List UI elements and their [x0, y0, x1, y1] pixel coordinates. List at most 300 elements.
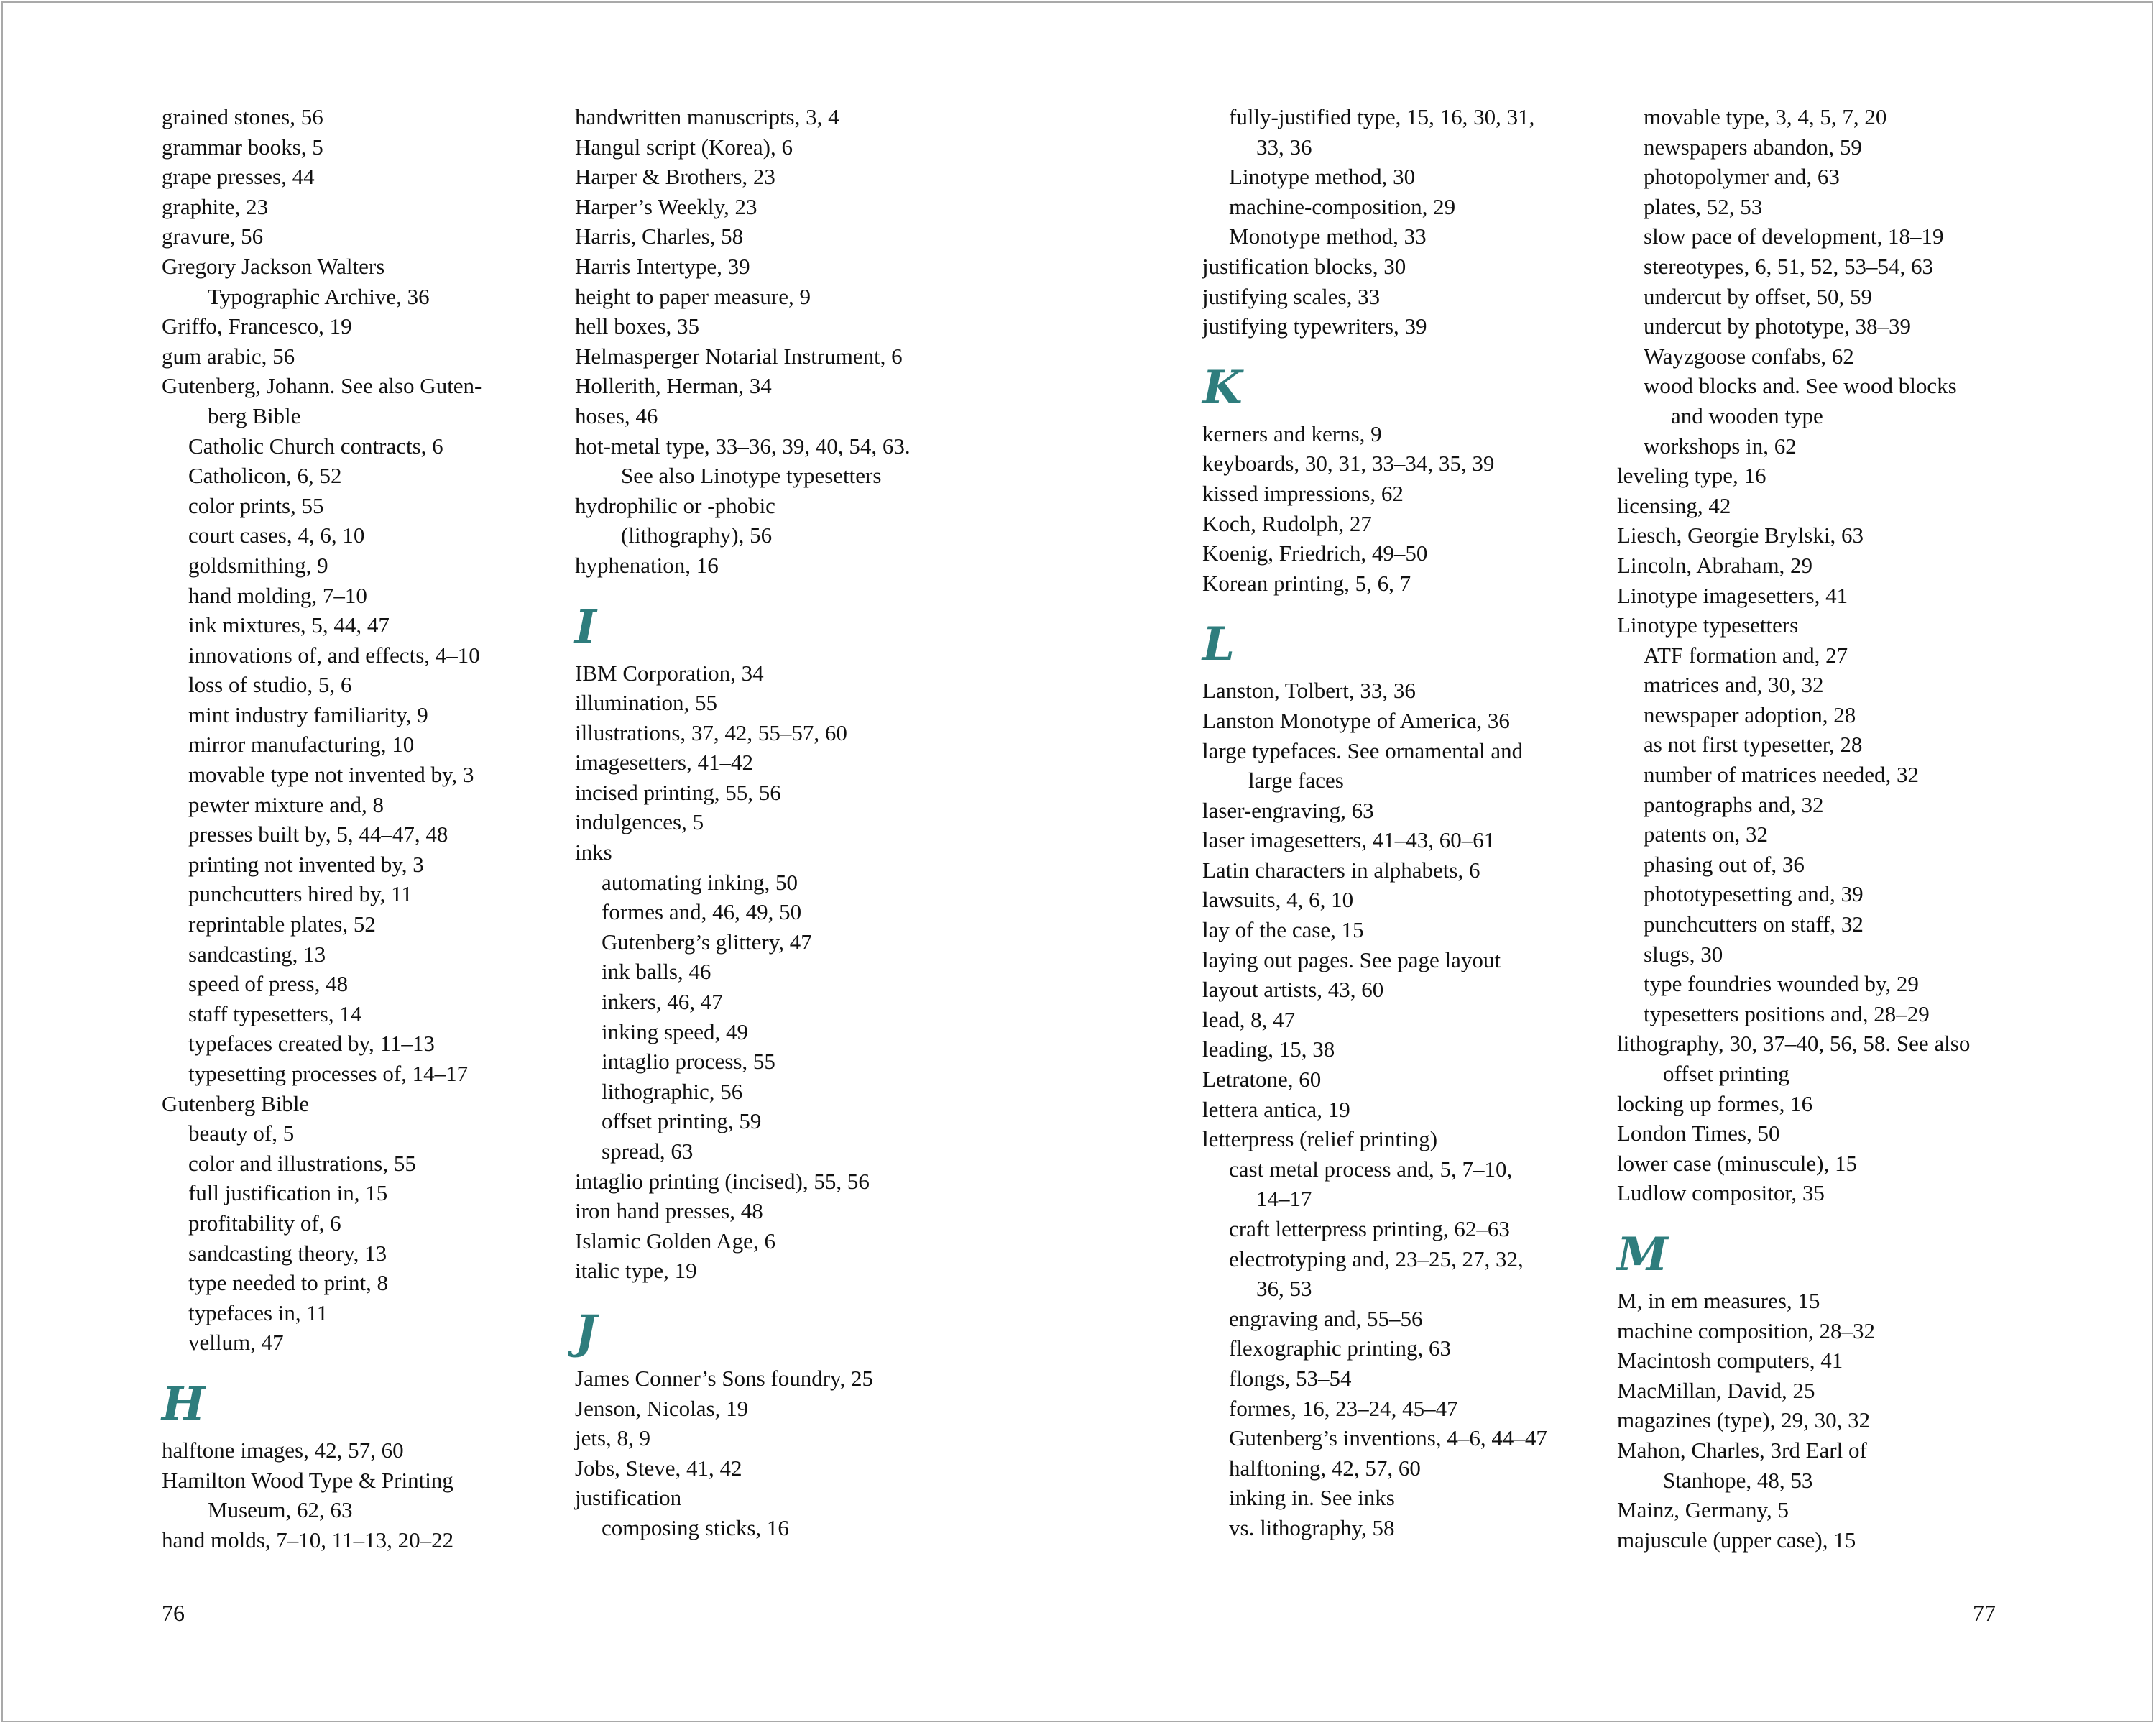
entry-text: newspapers abandon, 59: [1644, 134, 1862, 160]
index-entry: [575, 1226, 977, 1256]
index-subentry: [162, 850, 564, 880]
index-entry: [1202, 676, 1605, 706]
index-subentry: [1617, 341, 2019, 372]
entry-text: court cases, 4, 6, 10: [188, 523, 365, 548]
index-subentry: [1202, 162, 1605, 192]
index-entry: [162, 311, 564, 341]
entry-text: number of matrices needed, 32: [1644, 762, 1920, 788]
index-subentry: [1617, 730, 2019, 760]
entry-text: newspaper adoption, 28: [1644, 702, 1856, 727]
entry-text: inkers, 46, 47: [602, 989, 723, 1015]
index-subentry: [1202, 102, 1605, 162]
section-letter-i: I: [575, 599, 596, 654]
entry-continuation: (lithography), 56: [621, 523, 773, 548]
index-entry: [162, 162, 564, 192]
entry-text: illumination, 55: [575, 690, 718, 716]
entry-text: Letratone, 60: [1202, 1067, 1322, 1092]
index-entry: [1202, 1064, 1605, 1095]
entry-text: Gutenberg, Johann. See also Guten-: [162, 373, 482, 399]
index-entry: [575, 551, 977, 581]
index-entry: [1617, 1435, 2019, 1495]
entry-continuation: offset printing: [1663, 1061, 1789, 1086]
entry-text: leveling type, 16: [1617, 463, 1766, 489]
entry-continuation: and wooden type: [1671, 402, 1823, 428]
entry-text: Gutenberg Bible: [162, 1090, 310, 1116]
entry-text: slow pace of development, 18–19: [1644, 224, 1944, 249]
entry-text: licensing, 42: [1617, 492, 1731, 518]
index-entry: [575, 837, 977, 868]
entry-text: spread, 63: [602, 1138, 694, 1164]
index-entry: [575, 371, 977, 401]
index-subentry: [1617, 431, 2019, 461]
index-subentry: [1202, 1453, 1605, 1484]
index-subentry: [1617, 311, 2019, 341]
index-entry: [1617, 1405, 2019, 1435]
entry-text: inking in. See inks: [1229, 1485, 1395, 1511]
index-subentry: [1617, 909, 2019, 939]
index-entry: [1617, 520, 2019, 551]
entry-text: majuscule (upper case), 15: [1617, 1527, 1856, 1552]
index-subentry: [162, 909, 564, 939]
index-subentry: [1617, 192, 2019, 222]
index-subentry: [162, 1328, 564, 1358]
entry-text: hoses, 46: [575, 402, 658, 428]
index-subentry: [1617, 700, 2019, 730]
index-entry: [1202, 855, 1605, 886]
index-subentry: [162, 551, 564, 581]
entry-text: plates, 52, 53: [1644, 193, 1763, 219]
entry-text: vs. lithography, 58: [1229, 1514, 1395, 1540]
index-entry: [1202, 825, 1605, 855]
entry-text: presses built by, 5, 44–47, 48: [188, 822, 448, 847]
index-subentry: [162, 1029, 564, 1059]
index-entry: [575, 748, 977, 778]
index-subentry: [1202, 1363, 1605, 1394]
index-entry: [1617, 1029, 2019, 1088]
index-entry: [1202, 311, 1605, 341]
entry-text: grape presses, 44: [162, 164, 315, 190]
entry-text: layout artists, 43, 60: [1202, 977, 1384, 1003]
index-entry: [1202, 509, 1605, 539]
index-entry: [575, 1256, 977, 1286]
index-subentry: [162, 819, 564, 850]
entry-continuation: berg Bible: [208, 402, 301, 428]
entry-text: justification blocks, 30: [1202, 253, 1406, 279]
index-subentry: [162, 760, 564, 790]
entry-text: formes, 16, 23–24, 45–47: [1229, 1395, 1458, 1421]
index-entry: [1617, 461, 2019, 491]
index-subentry: [1617, 760, 2019, 790]
index-subentry: [575, 1106, 977, 1136]
entry-text: color and illustrations, 55: [188, 1150, 416, 1176]
index-entry: [575, 401, 977, 431]
entry-text: lithography, 30, 37–40, 56, 58. See also: [1617, 1031, 1971, 1057]
index-subentry: [162, 879, 564, 909]
index-subentry: [162, 999, 564, 1029]
entry-text: typefaces in, 11: [188, 1300, 328, 1325]
index-entry: [1202, 796, 1605, 826]
index-entry: [1202, 1034, 1605, 1064]
index-entry: [575, 1363, 977, 1394]
index-subentry: [1202, 1333, 1605, 1363]
index-subentry: [575, 897, 977, 927]
entry-text: Hangul script (Korea), 6: [575, 134, 793, 160]
entry-text: justification: [575, 1485, 682, 1511]
entry-text: IBM Corporation, 34: [575, 660, 764, 686]
index-entry: [575, 341, 977, 372]
entry-continuation: 33, 36: [1256, 134, 1312, 160]
entry-continuation: Museum, 62, 63: [208, 1497, 353, 1523]
index-entry: [1617, 491, 2019, 521]
index-subentry: [162, 670, 564, 700]
entry-text: craft letterpress printing, 62–63: [1229, 1216, 1510, 1241]
index-entry: [1202, 538, 1605, 569]
entry-text: innovations of, and effects, 4–10: [188, 642, 480, 668]
index-subentry: [162, 1238, 564, 1269]
entry-text: reprintable plates, 52: [188, 911, 376, 937]
entry-text: lettera antica, 19: [1202, 1096, 1350, 1122]
section-letter-l: L: [1202, 617, 1235, 672]
index-subentry: [1617, 999, 2019, 1029]
index-entry: [162, 1089, 564, 1119]
index-entry: [1202, 975, 1605, 1005]
index-subentry: [1617, 102, 2019, 132]
entry-text: composing sticks, 16: [602, 1514, 789, 1540]
entry-text: Harris Intertype, 39: [575, 253, 750, 279]
entry-text: automating inking, 50: [602, 869, 798, 895]
index-entry: [1617, 1089, 2019, 1119]
index-subentry: [162, 491, 564, 521]
index-subentry: [162, 640, 564, 671]
index-subentry: [162, 1118, 564, 1149]
index-entry: [162, 252, 564, 311]
index-entry: [575, 688, 977, 718]
entry-text: stereotypes, 6, 51, 52, 53–54, 63: [1644, 253, 1933, 279]
entry-text: Islamic Golden Age, 6: [575, 1228, 775, 1254]
entry-text: Lanston Monotype of America, 36: [1202, 707, 1510, 733]
index-entry: [162, 1466, 564, 1525]
index-entry: [575, 221, 977, 252]
entry-text: slugs, 30: [1644, 941, 1723, 967]
entry-text: Koenig, Friedrich, 49–50: [1202, 540, 1428, 566]
entry-text: speed of press, 48: [188, 971, 349, 997]
entry-text: Helmasperger Notarial Instrument, 6: [575, 343, 903, 369]
entry-text: pewter mixture and, 8: [188, 791, 384, 817]
entry-text: Harper’s Weekly, 23: [575, 193, 757, 219]
entry-text: undercut by offset, 50, 59: [1644, 283, 1872, 309]
entry-text: halftoning, 42, 57, 60: [1229, 1455, 1421, 1481]
index-subentry: [1202, 1394, 1605, 1424]
index-entry: [1617, 1316, 2019, 1346]
entry-text: hand molding, 7–10: [188, 582, 367, 608]
index-entry: [575, 162, 977, 192]
index-subentry: [162, 1208, 564, 1238]
entry-continuation: 36, 53: [1256, 1276, 1312, 1302]
index-subentry: [1617, 670, 2019, 700]
section-letter-k: K: [1202, 360, 1243, 415]
entry-text: ATF formation and, 27: [1644, 642, 1848, 668]
index-entry: [162, 1435, 564, 1466]
entry-continuation: See also Linotype typesetters: [621, 463, 882, 489]
entry-text: phasing out of, 36: [1644, 851, 1805, 877]
entry-text: Jenson, Nicolas, 19: [575, 1395, 749, 1421]
entry-text: London Times, 50: [1617, 1121, 1780, 1146]
entry-text: Liesch, Georgie Brylski, 63: [1617, 523, 1864, 548]
index-subentry: [162, 790, 564, 820]
index-subentry: [1617, 162, 2019, 192]
index-subentry: [162, 610, 564, 640]
entry-text: inking speed, 49: [602, 1018, 749, 1044]
index-entry: [575, 778, 977, 808]
index-subentry: [575, 957, 977, 987]
entry-text: lawsuits, 4, 6, 10: [1202, 887, 1354, 913]
entry-text: illustrations, 37, 42, 55–57, 60: [575, 719, 847, 745]
entry-text: incised printing, 55, 56: [575, 779, 781, 805]
index-subentry: [1617, 221, 2019, 252]
entry-text: ink mixtures, 5, 44, 47: [188, 612, 390, 638]
entry-text: Harris, Charles, 58: [575, 224, 744, 249]
entry-text: photopolymer and, 63: [1644, 164, 1840, 190]
entry-text: Griffo, Francesco, 19: [162, 313, 352, 339]
entry-text: hell boxes, 35: [575, 313, 700, 339]
entry-text: vellum, 47: [188, 1330, 284, 1356]
entry-text: Ludlow compositor, 35: [1617, 1180, 1825, 1206]
entry-continuation: Stanhope, 48, 53: [1663, 1467, 1813, 1493]
entry-text: typesetters positions and, 28–29: [1644, 1000, 1930, 1026]
entry-text: flongs, 53–54: [1229, 1365, 1352, 1391]
entry-text: staff typesetters, 14: [188, 1000, 362, 1026]
index-subentry: [1617, 819, 2019, 850]
entry-text: leading, 15, 38: [1202, 1036, 1335, 1062]
entry-text: indulgences, 5: [575, 809, 704, 835]
index-entry: [575, 658, 977, 689]
index-subentry: [1617, 850, 2019, 880]
index-subentry: [162, 581, 564, 611]
entry-text: Linotype imagesetters, 41: [1617, 582, 1848, 608]
entry-text: typesetting processes of, 14–17: [188, 1061, 469, 1086]
index-entry: [575, 311, 977, 341]
entry-text: Catholic Church contracts, 6: [188, 433, 443, 459]
index-entry: [1202, 419, 1605, 449]
entry-text: M, in em measures, 15: [1617, 1287, 1820, 1313]
index-entry: [1617, 1525, 2019, 1555]
index-subentry: [1202, 1214, 1605, 1244]
index-entry: [1202, 282, 1605, 312]
entry-text: locking up formes, 16: [1617, 1090, 1813, 1116]
entry-text: machine composition, 28–32: [1617, 1317, 1876, 1343]
index-entry: [1617, 1346, 2019, 1376]
entry-text: hot-metal type, 33–36, 39, 40, 54, 63.: [575, 433, 911, 459]
index-entry: [1617, 1495, 2019, 1525]
index-entry: [1617, 1149, 2019, 1179]
index-subentry: [162, 1178, 564, 1208]
entry-continuation: large faces: [1248, 768, 1344, 794]
entry-text: Harper & Brothers, 23: [575, 164, 775, 190]
entry-text: Wayzgoose confabs, 62: [1644, 343, 1854, 369]
entry-text: Macintosh computers, 41: [1617, 1348, 1843, 1374]
entry-text: type foundries wounded by, 29: [1644, 971, 1919, 997]
index-subentry: [162, 730, 564, 760]
entry-text: Korean printing, 5, 6, 7: [1202, 570, 1411, 596]
index-column-4: [1617, 102, 2019, 1555]
entry-text: mirror manufacturing, 10: [188, 732, 415, 758]
entry-text: grammar books, 5: [162, 134, 323, 160]
entry-text: magazines (type), 29, 30, 32: [1617, 1407, 1871, 1433]
entry-text: Gregory Jackson Walters: [162, 253, 385, 279]
entry-continuation: Typographic Archive, 36: [208, 283, 430, 309]
entry-text: as not first typesetter, 28: [1644, 732, 1863, 758]
index-entry: [1202, 569, 1605, 599]
page-number-left: 76: [162, 1600, 185, 1626]
entry-text: cast metal process and, 5, 7–10,: [1229, 1156, 1513, 1182]
entry-text: grained stones, 56: [162, 104, 323, 129]
entry-text: pantographs and, 32: [1644, 791, 1824, 817]
index-subentry: [162, 700, 564, 730]
index-entry: [575, 192, 977, 222]
index-column-1: [162, 102, 564, 1555]
entry-text: graphite, 23: [162, 193, 269, 219]
index-entry: [1617, 581, 2019, 611]
index-entry: [575, 491, 977, 551]
index-subentry: [1202, 1304, 1605, 1334]
entry-text: hydrophilic or -phobic: [575, 492, 775, 518]
entry-text: patents on, 32: [1644, 822, 1769, 847]
index-entry: [1617, 551, 2019, 581]
index-entry: [1617, 610, 2019, 640]
entry-text: movable type not invented by, 3: [188, 762, 474, 788]
index-entry: [575, 1196, 977, 1226]
index-subentry: [1202, 1154, 1605, 1214]
index-entry: [575, 132, 977, 162]
index-subentry: [1617, 640, 2019, 671]
entry-text: lay of the case, 15: [1202, 917, 1364, 943]
index-entry: [1202, 915, 1605, 945]
page-number-right: 77: [1973, 1600, 1996, 1626]
index-subentry: [162, 431, 564, 461]
entry-text: large typefaces. See ornamental and: [1202, 737, 1524, 763]
entry-text: gum arabic, 56: [162, 343, 295, 369]
entry-text: italic type, 19: [575, 1258, 697, 1284]
entry-text: color prints, 55: [188, 492, 324, 518]
entry-text: full justification in, 15: [188, 1180, 388, 1206]
index-column-2: [575, 102, 977, 1543]
index-entry: [162, 102, 564, 132]
entry-text: punchcutters on staff, 32: [1644, 911, 1864, 937]
section-letter-m: M: [1617, 1227, 1668, 1282]
entry-text: letterpress (relief printing): [1202, 1126, 1438, 1152]
entry-text: Jobs, Steve, 41, 42: [575, 1455, 742, 1481]
index-subentry: [575, 927, 977, 957]
index-entry: [162, 132, 564, 162]
entry-text: MacMillan, David, 25: [1617, 1377, 1815, 1403]
index-entry: [1617, 1118, 2019, 1149]
entry-text: profitability of, 6: [188, 1210, 341, 1236]
index-entry: [1202, 945, 1605, 975]
entry-text: flexographic printing, 63: [1229, 1335, 1452, 1361]
index-subentry: [162, 969, 564, 999]
index-entry: [575, 431, 977, 491]
index-entry: [1202, 252, 1605, 282]
entry-text: lead, 8, 47: [1202, 1006, 1296, 1032]
entry-text: hand molds, 7–10, 11–13, 20–22: [162, 1527, 454, 1552]
entry-text: fully-justified type, 15, 16, 30, 31,: [1229, 104, 1535, 129]
index-subentry: [1202, 192, 1605, 222]
entry-text: printing not invented by, 3: [188, 851, 424, 877]
entry-text: sandcasting theory, 13: [188, 1240, 387, 1266]
entry-text: engraving and, 55–56: [1229, 1305, 1423, 1331]
entry-text: offset printing, 59: [602, 1108, 762, 1134]
index-entry: [575, 1394, 977, 1424]
index-entry: [1617, 1286, 2019, 1316]
index-entry: [162, 341, 564, 372]
index-subentry: [1202, 221, 1605, 252]
entry-text: undercut by phototype, 38–39: [1644, 313, 1911, 339]
index-entry: [575, 1483, 977, 1513]
index-entry: [1202, 885, 1605, 915]
index-subentry: [575, 1136, 977, 1167]
index-entry: [575, 718, 977, 748]
index-subentry: [162, 520, 564, 551]
entry-text: Latin characters in alphabets, 6: [1202, 857, 1480, 883]
index-subentry: [575, 1046, 977, 1077]
index-entry: [162, 371, 564, 431]
index-subentry: [575, 987, 977, 1017]
entry-text: lower case (minuscule), 15: [1617, 1150, 1857, 1176]
index-column-3: [1202, 102, 1605, 1543]
entry-text: ink balls, 46: [602, 959, 711, 985]
index-subentry: [162, 1059, 564, 1089]
entry-text: kissed impressions, 62: [1202, 480, 1404, 506]
entry-text: type needed to print, 8: [188, 1270, 389, 1296]
entry-text: Mainz, Germany, 5: [1617, 1497, 1789, 1523]
index-subentry: [162, 1268, 564, 1298]
index-subentry: [1617, 132, 2019, 162]
entry-text: laser imagesetters, 41–43, 60–61: [1202, 827, 1496, 853]
entry-text: inks: [575, 840, 612, 865]
entry-text: Hamilton Wood Type & Printing: [162, 1467, 453, 1493]
index-subentry: [1202, 1483, 1605, 1513]
index-subentry: [575, 1077, 977, 1107]
index-entry: [162, 1525, 564, 1555]
entry-text: handwritten manuscripts, 3, 4: [575, 104, 839, 129]
index-entry: [575, 282, 977, 312]
entry-text: Lanston, Tolbert, 33, 36: [1202, 678, 1416, 704]
entry-text: Linotype typesetters: [1617, 612, 1799, 638]
entry-text: machine-composition, 29: [1229, 193, 1456, 219]
entry-text: beauty of, 5: [188, 1121, 295, 1146]
entry-text: intaglio printing (incised), 55, 56: [575, 1168, 870, 1194]
entry-text: keyboards, 30, 31, 33–34, 35, 39: [1202, 451, 1495, 477]
index-subentry: [1617, 879, 2019, 909]
entry-text: Koch, Rudolph, 27: [1202, 510, 1372, 536]
entry-text: Lincoln, Abraham, 29: [1617, 552, 1813, 578]
index-entry: [1202, 736, 1605, 796]
entry-text: Hollerith, Herman, 34: [575, 373, 772, 399]
entry-text: sandcasting, 13: [188, 941, 326, 967]
entry-text: Monotype method, 33: [1229, 224, 1427, 249]
index-subentry: [162, 461, 564, 491]
section-letter-j: J: [575, 1305, 597, 1359]
index-subentry: [162, 1298, 564, 1328]
entry-text: workshops in, 62: [1644, 433, 1797, 459]
index-entry: [575, 252, 977, 282]
entry-text: justifying typewriters, 39: [1202, 313, 1427, 339]
entry-text: electrotyping and, 23–25, 27, 32,: [1229, 1246, 1524, 1271]
entry-text: Mahon, Charles, 3rd Earl of: [1617, 1437, 1867, 1463]
entry-text: loss of studio, 5, 6: [188, 672, 352, 698]
entry-text: imagesetters, 41–42: [575, 750, 753, 776]
entry-text: hyphenation, 16: [575, 552, 719, 578]
